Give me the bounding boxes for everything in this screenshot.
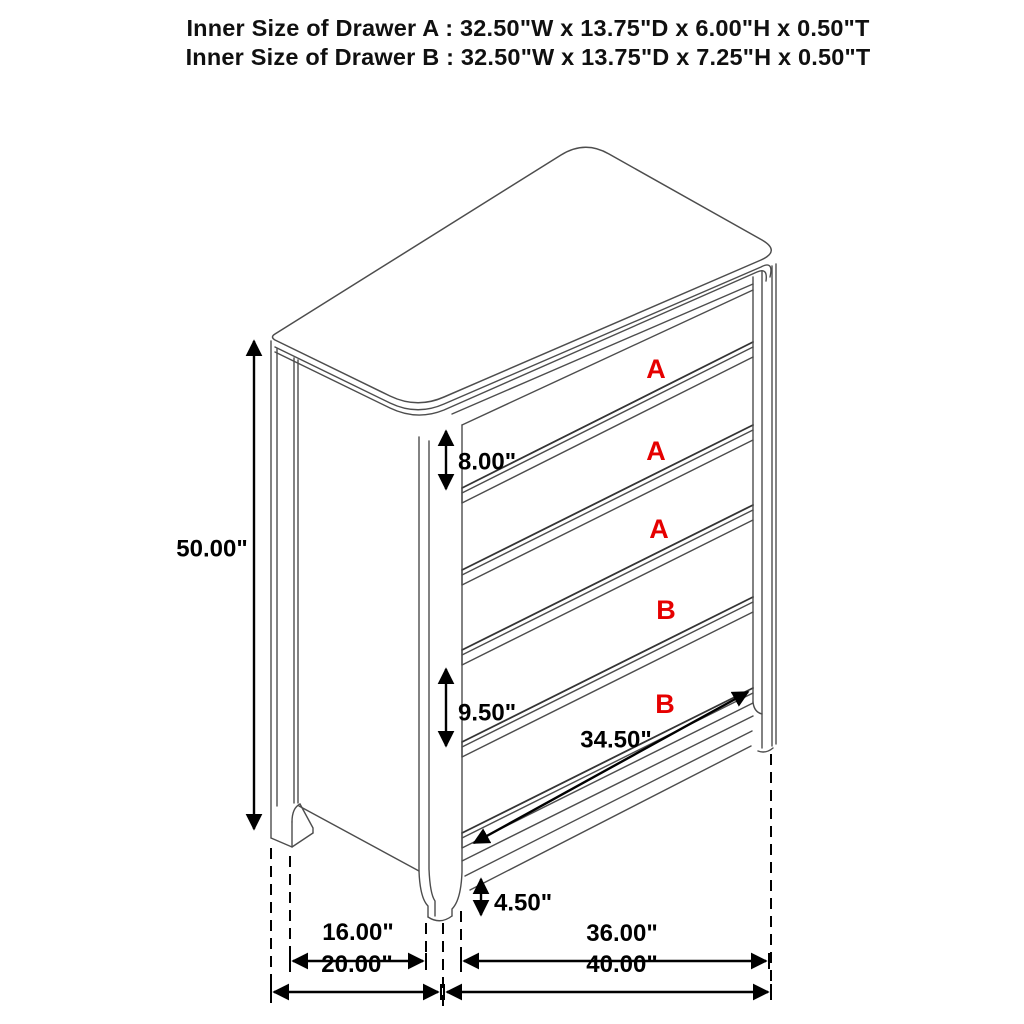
chest-front-left-leg: [419, 425, 462, 921]
chest-drawing: [271, 147, 776, 921]
overall-height-label: 50.00": [176, 535, 248, 563]
drawer-label-a1: A: [646, 354, 666, 384]
drawer-label-a3: A: [649, 514, 669, 544]
drawer-span-label: 34.50": [580, 726, 652, 754]
dimension-overall-height: [176, 341, 254, 829]
drawer-label-b2: B: [655, 689, 675, 719]
drawer-label-a2: A: [646, 436, 666, 466]
title-line-drawer-a: Inner Size of Drawer A : 32.50"W x 13.75"D x 6.00"H x 0.50"T: [186, 15, 870, 41]
dimension-base-clearance: [481, 879, 552, 917]
front-overall-width-label: 40.00": [586, 951, 658, 978]
drawer-a-height-label: 8.00": [458, 448, 517, 476]
title-line-drawer-b: Inner Size of Drawer B : 32.50"W x 13.75"D x 7.25"H x 0.50"T: [185, 43, 871, 70]
base-clearance-label: 4.50": [494, 889, 553, 917]
chest-left-side-panel: [271, 341, 419, 871]
dimension-drawer-b-height: [446, 669, 516, 746]
side-overall-depth-label: 20.00": [321, 951, 393, 978]
side-inner-depth-label: 16.00": [322, 919, 394, 946]
dimension-front-overall-width: [444, 951, 771, 1000]
dimension-side-overall-depth: [271, 951, 441, 1000]
drawer-label-b1: B: [656, 595, 676, 625]
dimension-drawer-a-height: [446, 431, 516, 489]
drawer-b-height-label: 9.50": [458, 699, 517, 727]
chest-drawer-fronts: [462, 290, 753, 890]
chest-right-post: [753, 264, 776, 752]
front-inner-width-label: 36.00": [586, 920, 658, 947]
